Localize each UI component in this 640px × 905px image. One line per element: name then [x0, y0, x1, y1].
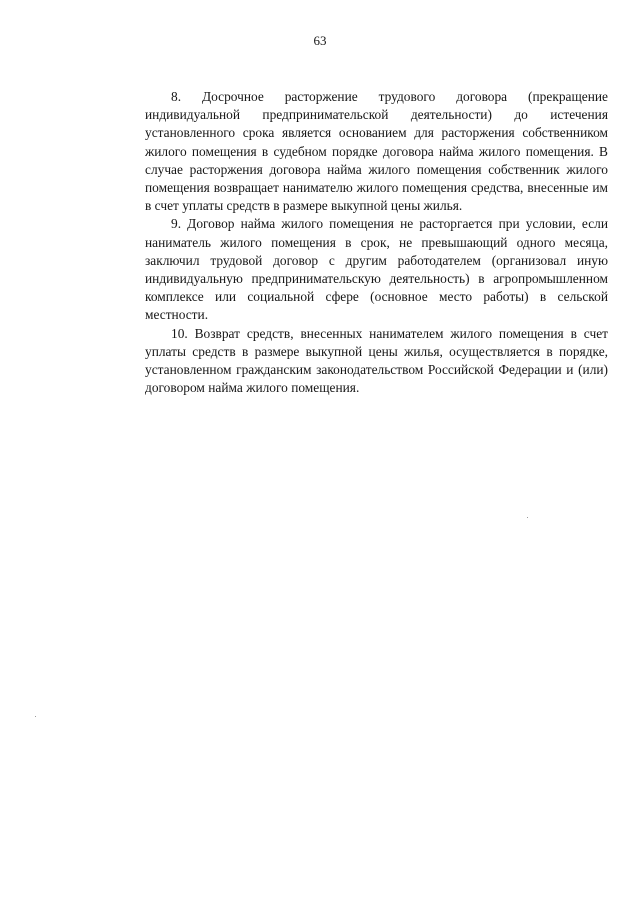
text-line: установленном гражданским законодательством Российской Федерации и (или) [145, 362, 608, 378]
paragraph-9 [119, 215, 608, 324]
page-number: 63 [313, 33, 327, 48]
text-line: наниматель жилого помещения в срок, не превышающий одного месяца, [145, 234, 608, 250]
scan-speck [527, 517, 528, 518]
text-line: уплаты средств в размере выкупной цены жилья, осуществляется в порядке, [145, 343, 608, 359]
text-line: помещения возвращает нанимателю жилого помещения средства, внесенные им [145, 180, 608, 196]
text-line: 9. Договор найма жилого помещения не расторгается при условии, если [171, 216, 608, 232]
text-line: жилого помещения в судебном порядке договора найма жилого помещения. В [145, 143, 608, 159]
text-line: 8. Досрочное расторжение трудового договора (прекращение [171, 89, 608, 104]
text-line: случае расторжения договора найма жилого помещения собственник жилого [145, 161, 608, 177]
text-line: договором найма жилого помещения. [145, 380, 360, 396]
paragraph-8 [119, 88, 608, 215]
text-line: 10. Возврат средств, внесенных нанимателем жилого помещения в счет [171, 325, 608, 341]
text-line: индивидуальной предпринимательской деятельности) до истечения [145, 107, 608, 123]
text-line: заключил трудовой договор с другим работодателем (организовал иную [145, 252, 608, 268]
scan-speck [35, 716, 36, 717]
paragraph-10 [119, 325, 608, 398]
document-body [119, 88, 608, 397]
text-line: в счет уплаты средств в размере выкупной цены жилья. [145, 198, 463, 214]
text-line: индивидуальную предпринимательскую деятельность) в агропромышленном [145, 271, 608, 287]
text-line: установленного срока является основанием для расторжения собственником [145, 125, 608, 141]
text-line: местности. [145, 307, 209, 323]
text-line: комплексе или социальной сфере (основное место работы) в сельской [145, 289, 608, 305]
